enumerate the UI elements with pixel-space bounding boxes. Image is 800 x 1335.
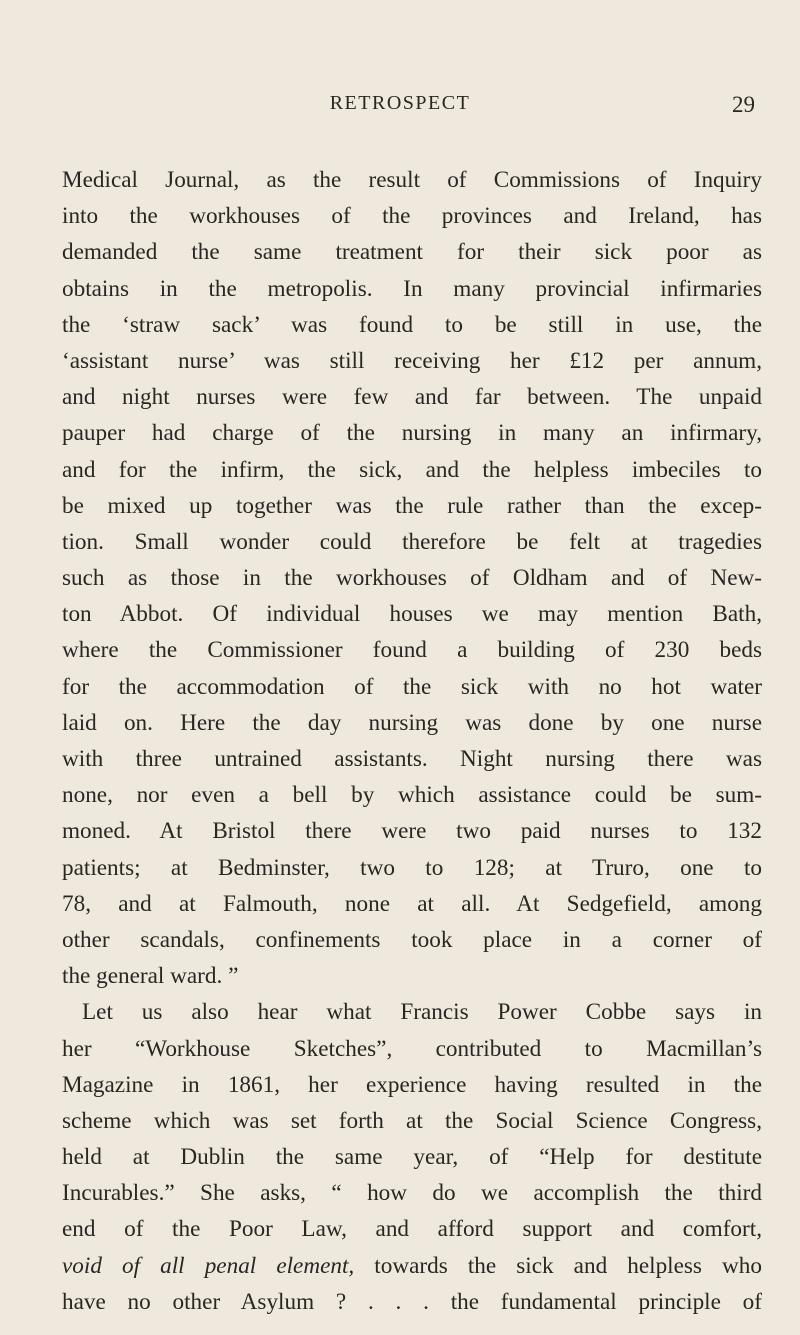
text-line: pauper had charge of the nursing in many an infirmary,: [62, 420, 762, 447]
text-line: have no other Asylum ? . . . the fundamental principle of: [62, 1288, 762, 1315]
text-line: ton Abbot. Of individual houses we may mention Bath,: [62, 601, 762, 628]
text-line: [62, 1248, 762, 1284]
text-line: be mixed up together was the rule rather than the excep-: [62, 492, 762, 519]
text-line: Medical Journal, as the result of Commissions of Inquiry: [62, 167, 762, 193]
text-line: the general ward. ”: [62, 963, 239, 990]
italic-phrase: void of all penal element,: [62, 1252, 355, 1279]
body-text: [62, 162, 762, 1320]
text-line: ‘assistant nurse’ was still receiving her £12 per annum,: [62, 347, 762, 374]
text-line: such as those in the workhouses of Oldham and of New-: [62, 565, 762, 592]
text-line: demanded the same treatment for their sick poor as: [62, 239, 762, 266]
text-line: scheme which was set forth at the Social Science Congress,: [62, 1107, 762, 1134]
text-line: where the Commissioner found a building of 230 beds: [62, 637, 762, 664]
page-header: [0, 92, 800, 132]
text-line: end of the Poor Law, and afford support and comfort,: [62, 1216, 762, 1243]
text-line: Magazine in 1861, her experience having resulted in the: [62, 1071, 762, 1098]
text-line: the ‘straw sack’ was found to be still in use, the: [62, 311, 762, 338]
text-line: laid on. Here the day nursing was done by one nurse: [62, 709, 762, 736]
text-line: moned. At Bristol there were two paid nurses to 132: [62, 818, 762, 845]
text-line: obtains in the metropolis. In many provincial infirmaries: [62, 275, 762, 302]
running-head: RETROSPECT: [329, 92, 471, 114]
paragraph-1: [62, 162, 762, 994]
text-line: Let us also hear what Francis Power Cobbe says in: [82, 999, 762, 1026]
text-line: with three untrained assistants. Night nursing there was: [62, 746, 762, 772]
page-number: 29: [732, 92, 755, 117]
text-line: tion. Small wonder could therefore be felt at tragedies: [62, 528, 762, 555]
text-line: 78, and at Falmouth, none at all. At Sedgefield, among: [62, 890, 762, 917]
text-line: and for the infirm, the sick, and the helpless imbeciles to: [62, 456, 762, 483]
text-line: other scandals, confinements took place in a corner of: [62, 926, 762, 953]
text-line: none, nor even a bell by which assistance could be sum-: [62, 782, 762, 809]
text-line: and night nurses were few and far between. The unpaid: [62, 384, 762, 411]
paragraph-2: [62, 994, 762, 1320]
text-line: for the accommodation of the sick with no hot water: [62, 673, 762, 700]
text-line: patients; at Bedminster, two to 128; at Truro, one to: [62, 854, 762, 881]
text-line: her “Workhouse Sketches”, contributed to Macmillan’s: [62, 1035, 762, 1062]
text-line-rest: towards the sick and helpless who: [354, 1252, 762, 1279]
text-line: held at Dublin the same year, of “Help for destitute: [62, 1144, 762, 1171]
text-line: into the workhouses of the provinces and Ireland, has: [62, 203, 762, 230]
text-line: Incurables.” She asks, “ how do we accomplish the third: [62, 1180, 762, 1207]
